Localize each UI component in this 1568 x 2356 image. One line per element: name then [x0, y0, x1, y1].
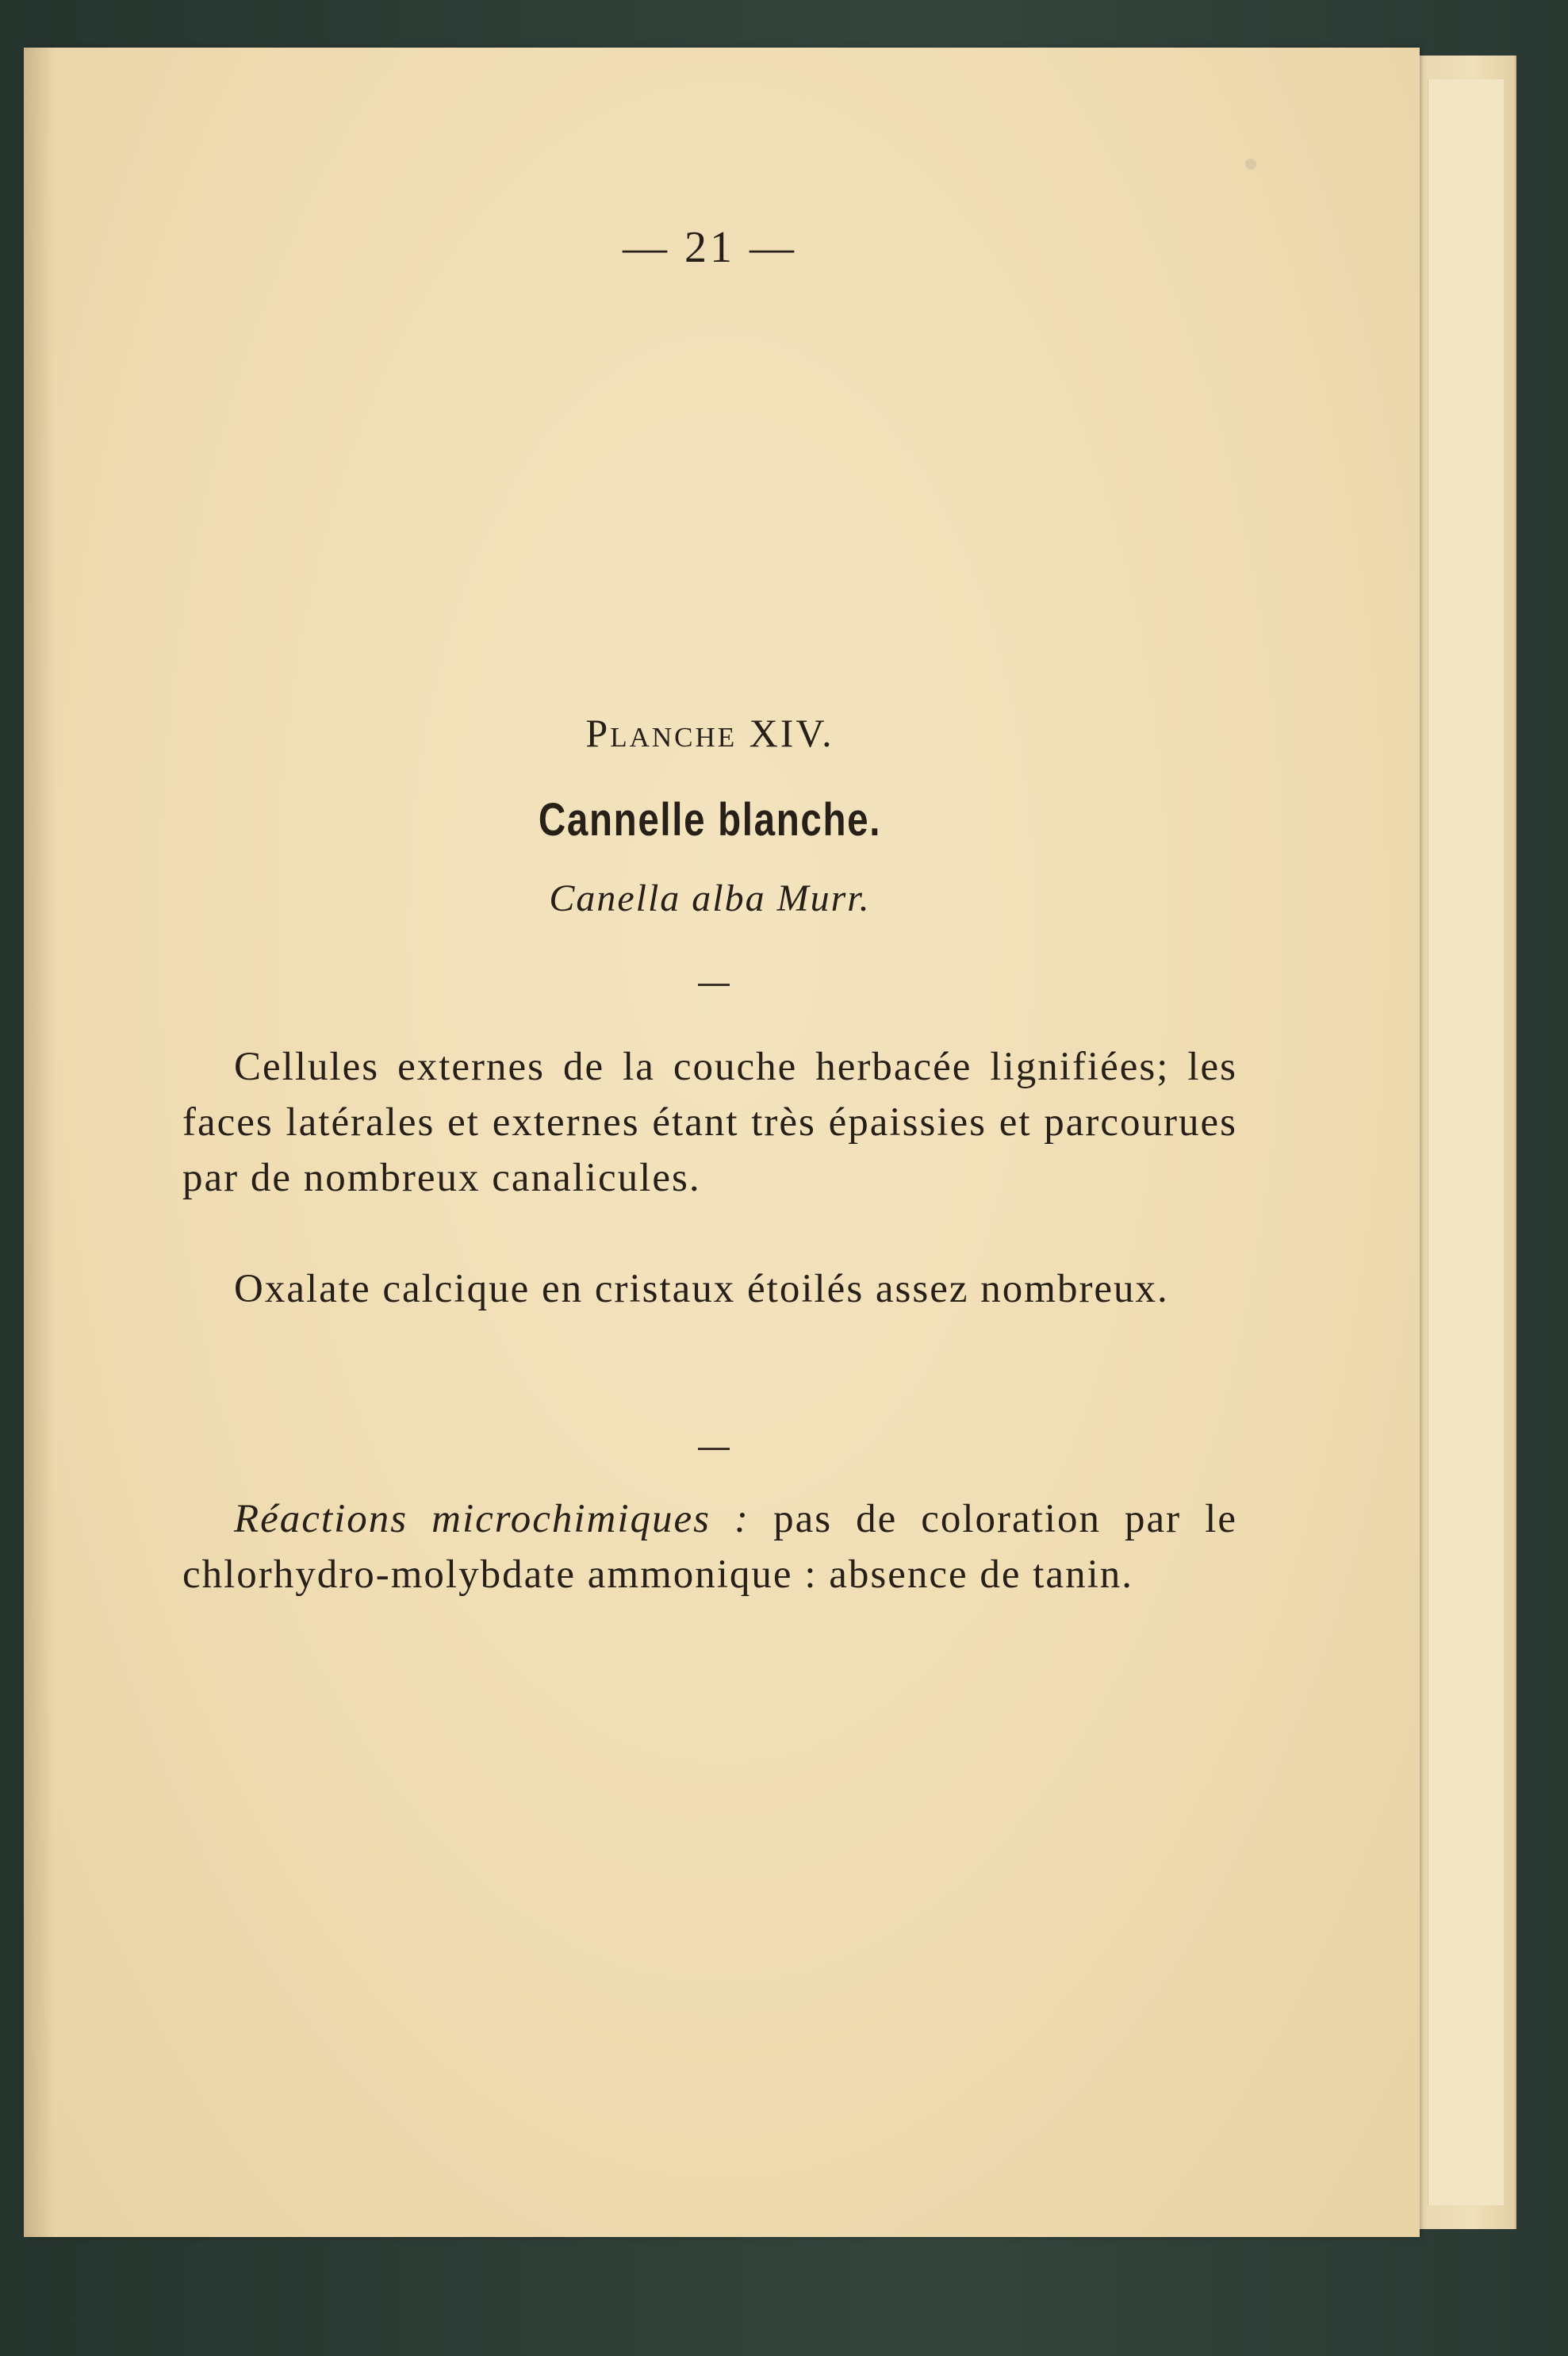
plant-title: Cannelle blanche. [538, 794, 882, 846]
separator-dash [698, 1448, 730, 1450]
paragraph-oxalate: Oxalate calcique en cristaux étoilés assez nombreux. [234, 1267, 1169, 1311]
separator-dash [698, 984, 730, 986]
paragraph-reactions [182, 1491, 1237, 1602]
paper-spot [1245, 159, 1256, 170]
page-number: — 21 — [623, 223, 797, 272]
plate-heading: Planche XIV. [585, 711, 834, 755]
page-edges-inner [1428, 79, 1504, 2205]
gutter-shadow [24, 48, 56, 2237]
latin-name: Canella alba Murr. [549, 877, 871, 919]
paragraph-cells: Cellules externes de la couche herbacée lignifiées; les faces latérales et externes étant très épaissies et parcourues par de nombreux canalicules. [182, 1045, 1237, 1200]
reactions-label: Réactions microchimiques : [234, 1497, 750, 1541]
reactions-text: pas de coloration par le chlorhydro-molybdate ammonique : absence de tanin. [182, 1497, 1238, 1597]
